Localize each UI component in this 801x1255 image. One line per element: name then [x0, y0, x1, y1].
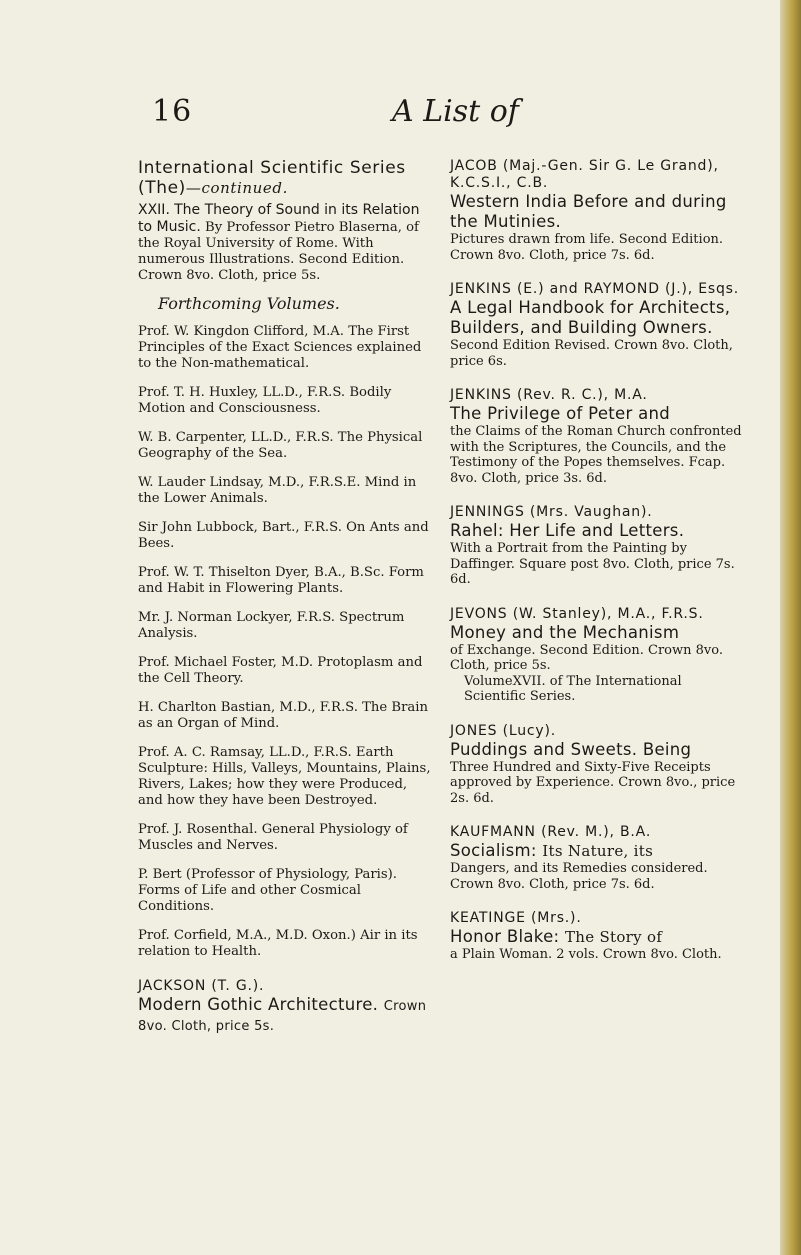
- entry-author: JENKINS (E.) and RAYMOND (J.), Esqs.: [450, 281, 740, 297]
- volume-subject: Form and Habit in Flowering Plants.: [138, 565, 424, 596]
- forthcoming-list: [138, 324, 436, 960]
- volume-subject: Protoplasm and the Cell Theory.: [138, 655, 423, 686]
- entry-author: JONES (Lucy).: [450, 722, 556, 739]
- entry-title: Puddings and Sweets. Being: [450, 739, 692, 759]
- entry-author: JACKSON (T. G.).: [138, 978, 265, 994]
- forthcoming-volume: [138, 610, 436, 642]
- entry-author: KEATINGE (Mrs.).: [450, 910, 582, 926]
- entry-author: JEVONS (W. Stanley), M.A., F.R.S.: [450, 605, 704, 622]
- volume-subject: The Physical Geography of the Sea.: [138, 430, 423, 461]
- entry-details: of Exchange. Second Edition. Crown 8vo. Cloth, price 5s.: [450, 642, 723, 673]
- entry-author: JENKINS (Rev. R. C.), M.A.: [450, 387, 648, 403]
- entry-title: The Privilege of Peter and: [450, 404, 671, 423]
- volume-subject: The Brain as an Organ of Mind.: [138, 700, 428, 731]
- entry-title-main: Honor Blake:: [450, 927, 560, 946]
- volume-author: Prof. T. H. Huxley, LL.D., F.R.S.: [138, 385, 346, 400]
- volume-subject: Mind in the Lower Animals.: [138, 475, 417, 506]
- volume-subject: On Ants and Bees.: [138, 520, 429, 551]
- volume-author: H. Charlton Bastian, M.D., F.R.S.: [138, 700, 358, 715]
- series-entry-xxii: [138, 202, 436, 284]
- volume-author: Prof. W. T. Thiselton Dyer, B.A., B.Sc.: [138, 565, 385, 580]
- entry-author: JACOB (Maj.-Gen. Sir G. Le Grand), K.C.S.I., C.B.: [450, 158, 719, 191]
- volume-subject: Spectrum Analysis.: [138, 610, 405, 641]
- forthcoming-volume: [138, 475, 436, 507]
- right-column: [450, 158, 746, 981]
- entry-title-main: Socialism:: [450, 841, 537, 860]
- forthcoming-volume: [138, 324, 436, 372]
- catalog-entry: [450, 910, 746, 963]
- entry-title: [450, 927, 746, 947]
- catalog-entry: [450, 824, 746, 892]
- entry-title: A Legal Handbook for Architects, Builders, and Building Owners.: [450, 298, 731, 337]
- entry-details: a Plain Woman. 2 vols. Crown 8vo. Cloth.: [450, 947, 722, 962]
- entry-details: the Claims of the Roman Church confronted with the Scriptures, the Councils, and the Testimony of the Popes themselves. Fcap. 8vo. Cloth, price 3s. 6d.: [450, 424, 742, 486]
- entry-title: The Theory of Sound in its Relation to Music.: [138, 202, 420, 235]
- volume-author: W. Lauder Lindsay, M.D., F.R.S.E.: [138, 475, 361, 490]
- catalog-entry: [450, 387, 746, 486]
- entry-title-rest: The Story of: [564, 928, 663, 946]
- catalog-entry: [450, 606, 746, 705]
- forthcoming-heading: Forthcoming Volumes.: [158, 294, 340, 313]
- volume-subject: Air in its relation to Health.: [138, 928, 418, 959]
- entry-details: Crown 8vo. Cloth, price 5s.: [138, 999, 427, 1034]
- volume-author: Prof. W. Kingdon Clifford, M.A.: [138, 324, 344, 339]
- volume-subject: General Physiology of Muscles and Nerves.: [138, 822, 408, 853]
- volume-subject: Forms of Life and other Cosmical Conditions.: [138, 883, 362, 914]
- entry-details: Second Edition Revised. Crown 8vo. Cloth, price 6s.: [450, 338, 733, 369]
- catalog-entry: [450, 504, 746, 588]
- gilt-page-edge: [780, 0, 801, 1255]
- forthcoming-volume: [138, 928, 436, 960]
- forthcoming-volume: [138, 385, 436, 417]
- forthcoming-volume: [138, 700, 436, 732]
- entry-series-note: VolumeXVII. of The International Scientific Series.: [464, 673, 682, 704]
- forthcoming-volume: [138, 745, 436, 809]
- entry-details: With a Portrait from the Painting by Daffinger. Square post 8vo. Cloth, price 7s. 6d.: [450, 541, 735, 587]
- volume-author: Prof. J. Rosenthal.: [138, 822, 258, 837]
- volume-author: Prof. Michael Foster, M.D.: [138, 655, 314, 670]
- page-header: [0, 94, 780, 134]
- volume-subject: The First Principles of the Exact Sciences explained to the Non-mathematical.: [138, 324, 422, 371]
- forthcoming-volume: [138, 655, 436, 687]
- volume-author: W. B. Carpenter, LL.D., F.R.S.: [138, 430, 334, 445]
- entry-details: Pictures drawn from life. Second Edition. Crown 8vo. Cloth, price 7s. 6d.: [450, 232, 724, 263]
- forthcoming-volume: [138, 520, 436, 552]
- left-column: [138, 158, 436, 1053]
- volume-author: P. Bert (Professor of Physiology, Paris).: [138, 867, 397, 882]
- entry-title: [450, 841, 746, 861]
- forthcoming-volume: [138, 867, 436, 915]
- volume-subject: Earth Sculpture: Hills, Valleys, Mountains, Plains, Rivers, Lakes; how they were Produced, and how they have been Destroyed.: [138, 745, 431, 808]
- catalog-entry: [450, 158, 746, 263]
- forthcoming-volume: [138, 565, 436, 597]
- volume-author: Mr. J. Norman Lockyer, F.R.S.: [138, 610, 335, 625]
- forthcoming-volume: [138, 430, 436, 462]
- entry-title: Money and the Mechanism: [450, 622, 680, 642]
- entry-details: Three Hundred and Sixty-Five Receipts approved by Experience. Crown 8vo., price 2s. 6d.: [450, 759, 736, 806]
- entry-title: Western India Before and during the Mutinies.: [450, 192, 727, 231]
- running-title: A List of: [392, 94, 519, 129]
- volume-author: Prof. A. C. Ramsay, LL.D., F.R.S.: [138, 745, 352, 760]
- volume-author: Sir John Lubbock, Bart., F.R.S.: [138, 520, 342, 535]
- catalog-entry: [450, 723, 746, 807]
- series-title: International Scientific Series (The): [138, 158, 406, 198]
- entry-text: By Professor Pietro Blaserna, of the Royal University of Rome. With numerous Illustrations. Second Edition. Crown 8vo. Cloth, price 5s.: [138, 220, 419, 283]
- entry-title: [138, 995, 436, 1035]
- series-heading: [138, 158, 436, 198]
- volume-subject: Bodily Motion and Consciousness.: [138, 385, 392, 416]
- entry-title-text: Modern Gothic Architecture.: [138, 995, 379, 1014]
- page-number: 16: [152, 94, 193, 129]
- catalog-entry-jackson: [138, 978, 436, 1035]
- series-suffix: —continued.: [185, 179, 288, 197]
- catalog-entry: [450, 281, 746, 369]
- entry-number: XXII.: [138, 202, 170, 218]
- entry-author: KAUFMANN (Rev. M.), B.A.: [450, 824, 652, 840]
- entry-title: Rahel: Her Life and Letters.: [450, 521, 685, 540]
- entry-title-rest: Its Nature, its: [542, 842, 654, 860]
- entry-details: Dangers, and its Remedies considered. Crown 8vo. Cloth, price 7s. 6d.: [450, 861, 708, 892]
- forthcoming-volume: [138, 822, 436, 854]
- entry-author: JENNINGS (Mrs. Vaughan).: [450, 504, 653, 520]
- volume-author: Prof. Corfield, M.A., M.D. Oxon.): [138, 928, 356, 943]
